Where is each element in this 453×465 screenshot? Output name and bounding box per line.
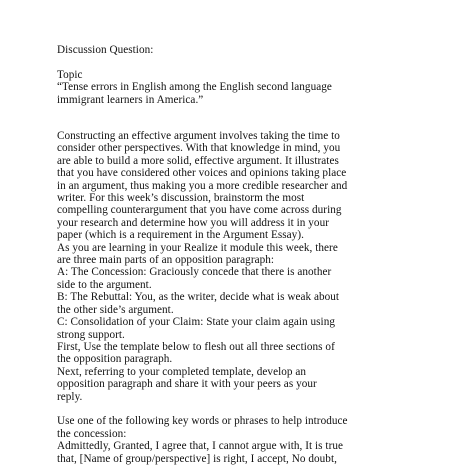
closing-line: Admittedly, Granted, I agree that, I cannot argue with, It is true [57,440,344,453]
body-line: First, Use the template below to flesh out all three sections of [57,340,335,353]
body-line: the opposition paragraph. [57,353,173,366]
body-line: strong support. [57,328,125,341]
spacer [57,403,433,415]
body-line: B: The Rebuttal: You, as the writer, decide what is weak about [57,291,340,304]
body-line: compelling counterargument that you have come across during [57,204,342,217]
closing-paragraph [57,415,433,465]
topic-line: immigrant learners in America.” [57,93,204,106]
body-paragraph [57,130,433,403]
spacer [57,106,433,130]
body-line: consider other perspectives. With that knowledge in mind, you [57,142,341,155]
body-line: C: Consolidation of your Claim: State your claim again using [57,316,335,329]
topic-text [57,81,433,106]
body-line: paper (which is a requirement in the Argument Essay). [57,229,304,242]
body-line: A: The Concession: Graciously concede that there is another [57,266,332,279]
document-heading: Discussion Question: [57,44,154,56]
body-line: in an argument, thus making you a more credible researcher and [57,179,348,192]
topic-line: “Tense errors in English among the English second language [57,81,332,94]
body-line: Next, referring to your completed template, develop an [57,365,307,378]
body-line: Constructing an effective argument involves taking the time to [57,130,340,143]
body-line: reply. [57,390,83,403]
body-line: are able to build a more solid, effective argument. It illustrates [57,154,339,167]
body-line: the other side’s argument. [57,303,174,316]
body-line: your research and determine how you will address it in your [57,216,329,229]
body-line: As you are learning in your Realize it module this week, there [57,241,338,254]
body-line: side to the argument. [57,278,152,291]
spacer [57,56,433,68]
body-line: writer. For this week’s discussion, brainstorm the most [57,192,305,205]
closing-line: that, [Name of group/perspective] is right, I accept, No doubt, [57,452,337,465]
closing-line: the concession: [57,427,127,440]
body-line: opposition paragraph and share it with your peers as your [57,378,317,391]
body-line: that you have considered other voices and opinions taking place [57,167,347,180]
body-line: are three main parts of an opposition paragraph: [57,254,275,267]
topic-label: Topic [57,68,83,81]
closing-line: Use one of the following key words or phrases to help introduce [57,415,348,428]
